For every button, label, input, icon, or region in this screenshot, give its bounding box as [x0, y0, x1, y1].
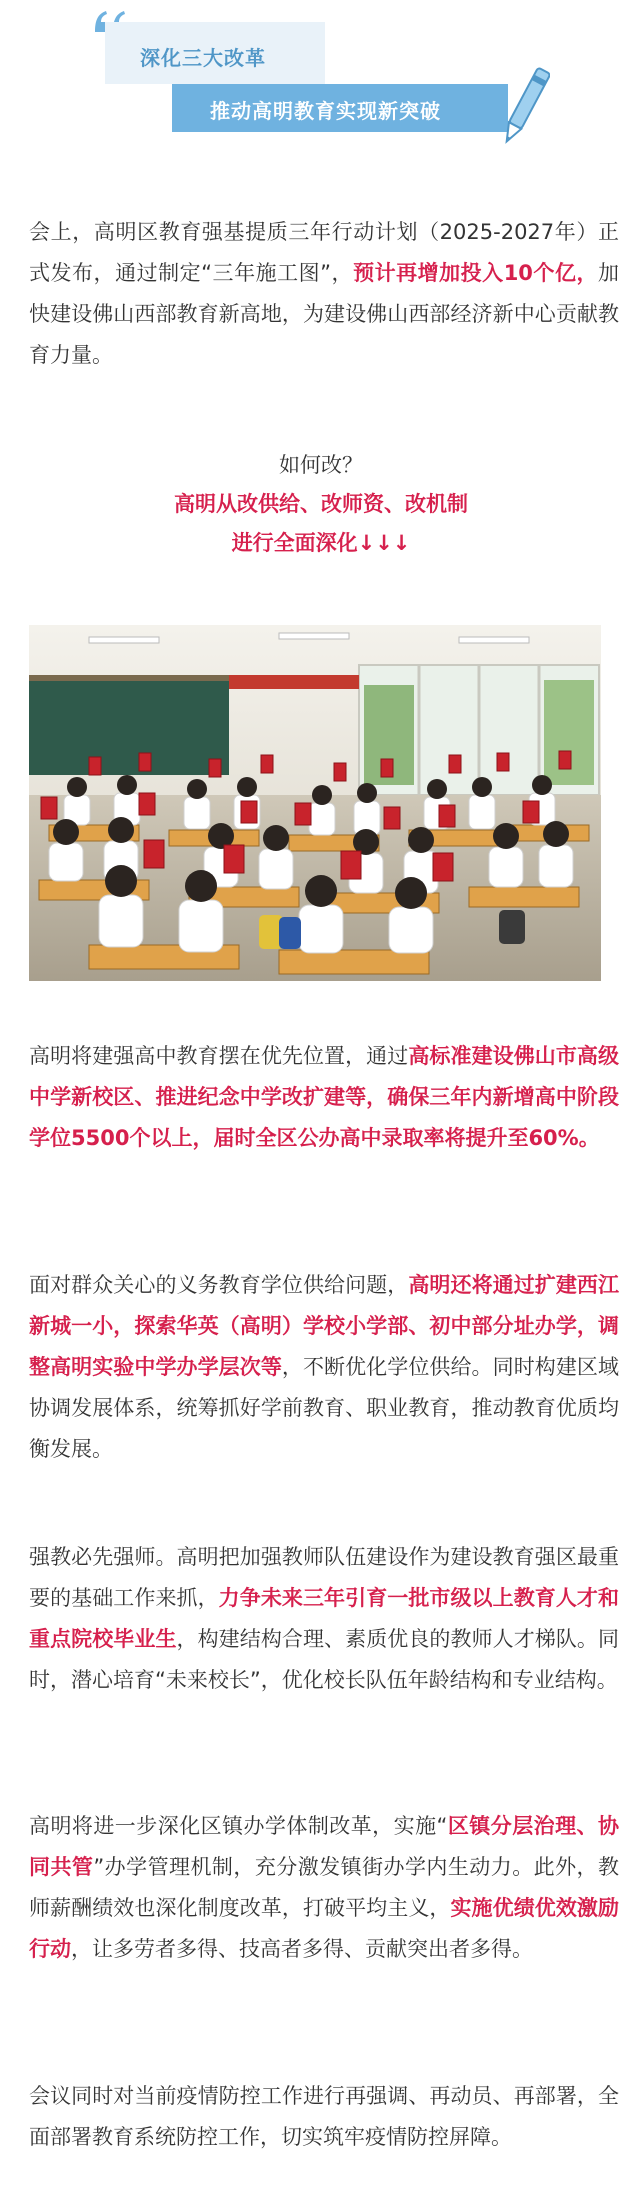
p6-text: 会议同时对当前疫情防控工作进行再强调、再动员、再部署，全面部署教育系统防控工作，切实筑牢疫情防控屏障。 [29, 2084, 619, 2149]
intro-paragraph [29, 212, 619, 376]
p3-text-a: 面对群众关心的义务教育学位供给问题， [29, 1273, 409, 1297]
p5-highlight-2: 实施优绩优效激励行动 [29, 1896, 620, 1961]
question-line: 如何改？ [279, 453, 363, 477]
question-block [0, 446, 642, 563]
paragraph-epidemic [29, 2076, 619, 2158]
p4-text-a: 强教必先强师。高明把加强教师队伍建设作为建设教育强区最重要的基础工作来抓， [29, 1545, 619, 1610]
pen-icon [500, 60, 550, 155]
header-title-line1: 深化三大改革 [140, 46, 266, 70]
p2-text-a: 高明将建强高中教育摆在优先位置，通过 [29, 1044, 409, 1068]
intro-text-a: 会上，高明区教育强基提质三年行动计划（2025-2027年）正式发布，通过制定“三年施工图”， [29, 220, 619, 285]
p5-highlight-1: 区镇分层治理、协同共管 [29, 1814, 619, 1879]
p4-text-b: ，构建结构合理、素质优良的教师人才梯队。同时，潜心培育“未来校长”，优化校长队伍年龄结构和专业结构。 [29, 1627, 620, 1692]
intro-highlight: 预计再增加投入10个亿， [353, 261, 598, 285]
p5-text-c: ，让多劳者多得、技高者多得、贡献突出者多得。 [71, 1937, 533, 1961]
paragraph-system-reform [29, 1806, 619, 1970]
header-title-line2: 推动高明教育实现新突破 [210, 99, 441, 123]
p5-text-b: ”办学管理机制，充分激发镇街办学内生动力。此外，教师薪酬绩效也深化制度改革，打破平均主义， [29, 1855, 620, 1920]
p3-text-b: ，不断优化学位供给。同时构建区域协调发展体系，统筹抓好学前教育、职业教育，推动教育优质均衡发展。 [29, 1355, 620, 1461]
question-subtitle-1: 高明从改供给、改师资、改机制 [174, 492, 468, 516]
paragraph-high-school [29, 1036, 619, 1159]
p3-highlight: 高明还将通过扩建西江新城一小，探索华英（高明）学校小学部、初中部分址办学，调整高明实验中学办学层次等 [29, 1273, 620, 1379]
classroom-photo [29, 625, 601, 981]
p4-highlight: 力争未来三年引育一批市级以上教育人才和重点院校毕业生 [29, 1586, 620, 1651]
question-subtitle-2: 进行全面深化↓↓↓ [231, 531, 411, 555]
p5-text-a: 高明将进一步深化区镇办学体制改革，实施“ [29, 1814, 448, 1838]
p2-highlight: 高标准建设佛山市高级中学新校区、推进纪念中学改扩建等，确保三年内新增高中阶段学位5500个以上，届时全区公办高中录取率将提升至60%。 [29, 1044, 620, 1150]
paragraph-compulsory-education [29, 1265, 619, 1470]
paragraph-teachers [29, 1537, 619, 1701]
intro-text-b: 加快建设佛山西部教育新高地，为建设佛山西部经济新中心贡献教育力量。 [29, 261, 619, 367]
